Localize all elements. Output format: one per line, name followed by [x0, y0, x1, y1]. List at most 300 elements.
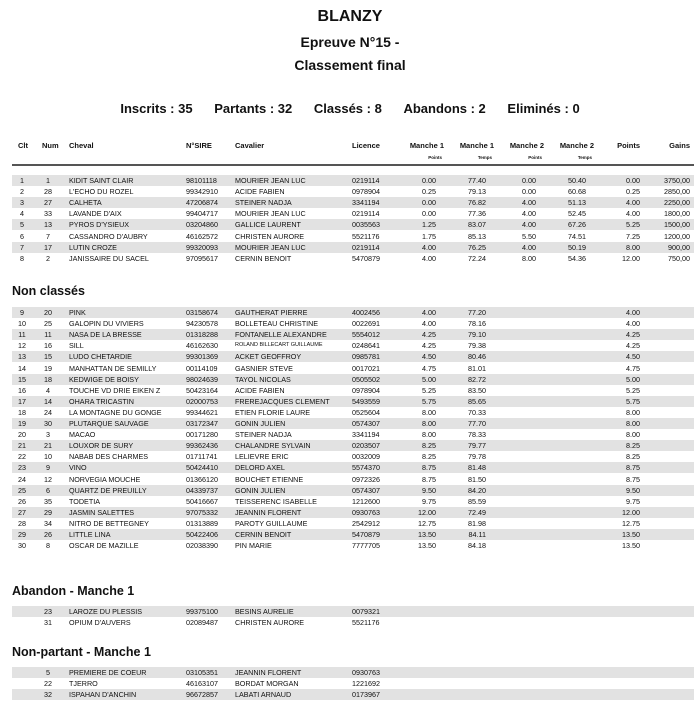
num-cell: 14: [44, 396, 52, 406]
table-row: [12, 396, 694, 407]
sire-cell: 00114109: [186, 363, 218, 373]
m2-points-cell: 0.00: [522, 187, 536, 197]
sire-cell: 46162630: [186, 341, 218, 351]
num-cell: 26: [44, 530, 52, 539]
table-row: [12, 518, 694, 529]
rank-cell: 20: [18, 430, 26, 440]
rank-cell: 12: [18, 341, 26, 351]
col-m2-temps: Manche 2: [559, 141, 594, 150]
m1-points-cell: 4.25: [422, 330, 436, 340]
m1-time-cell: 85.59: [468, 496, 486, 506]
rider-cell: PAROTY GUILLAUME: [235, 518, 308, 528]
points-cell: 13.50: [622, 530, 640, 539]
horse-cell: LA MONTAGNE DU GONGE: [69, 407, 162, 417]
points-cell: 9.75: [626, 496, 640, 506]
sire-cell: 03158674: [186, 308, 218, 317]
horse-cell: NASA DE LA BRESSE: [69, 330, 142, 340]
rank-cell: 9: [20, 308, 24, 317]
table-row: [12, 440, 694, 451]
section-non-partant: Non-partant - Manche 1: [12, 645, 151, 659]
table-row: [12, 340, 694, 351]
horse-cell: JANISSAIRE DU SACEL: [69, 253, 149, 263]
horse-cell: OPIUM D'AUVERS: [69, 618, 131, 628]
rank-cell: 26: [18, 496, 26, 506]
licence-cell: 5521176: [352, 618, 380, 628]
table-row: [12, 242, 694, 253]
licence-cell: 7777705: [352, 541, 380, 551]
rank-cell: 8: [20, 253, 24, 263]
m1-points-cell: 4.75: [422, 363, 436, 373]
points-cell: 4.00: [626, 308, 640, 317]
m2-points-cell: 4.00: [522, 242, 536, 252]
m1-points-cell: 8.00: [422, 419, 436, 428]
m1-points-cell: 4.25: [422, 341, 436, 351]
num-cell: 17: [44, 242, 52, 252]
m1-points-cell: 4.50: [422, 352, 436, 362]
num-cell: 13: [44, 220, 52, 230]
rank-cell: 6: [20, 231, 24, 241]
sire-cell: 01711741: [186, 452, 218, 462]
m1-time-cell: 76.25: [468, 242, 486, 252]
sire-cell: 50424410: [186, 463, 218, 473]
sire-cell: 99362436: [186, 441, 218, 451]
gains-cell: 1500,00: [664, 220, 690, 230]
licence-cell: 0574307: [352, 419, 380, 428]
m1-time-cell: 85.65: [468, 396, 486, 406]
m1-time-cell: 85.13: [468, 231, 486, 241]
rider-cell: BOUCHET ETIENNE: [235, 474, 304, 484]
rider-cell: CHALANDRE SYLVAIN: [235, 441, 311, 451]
sire-cell: 50416667: [186, 496, 218, 506]
licence-cell: 0930763: [352, 668, 380, 677]
m1-points-cell: 13.50: [418, 541, 436, 551]
sire-cell: 98101118: [186, 176, 217, 185]
table-row: [12, 231, 694, 242]
horse-cell: QUARTZ DE PREUILLY: [69, 485, 147, 495]
points-cell: 4.50: [626, 352, 640, 362]
num-cell: 30: [44, 419, 52, 428]
points-cell: 8.00: [626, 242, 640, 252]
sire-cell: 99404717: [186, 209, 218, 219]
rank-cell: 7: [20, 242, 24, 252]
sire-cell: 94230578: [186, 319, 218, 329]
horse-cell: CASSANDRO D'AUBRY: [69, 231, 148, 241]
licence-cell: 5521176: [352, 231, 380, 241]
table-row: [12, 429, 694, 440]
rider-cell: ACIDE FABIEN: [235, 385, 285, 395]
sire-cell: 50423164: [186, 385, 218, 395]
m1-time-cell: 77.20: [468, 308, 486, 317]
gains-cell: 750,00: [668, 253, 690, 263]
m2-points-cell: 8.00: [522, 253, 536, 263]
points-cell: 12.00: [622, 507, 640, 517]
num-cell: 34: [44, 518, 52, 528]
rank-cell: 28: [18, 518, 26, 528]
table-row: [12, 529, 694, 540]
points-cell: 4.00: [626, 209, 640, 219]
section-abandon: Abandon - Manche 1: [12, 584, 135, 598]
table-row: [12, 540, 694, 551]
horse-cell: MACAO: [69, 430, 96, 440]
m1-time-cell: 84.18: [468, 541, 486, 551]
num-cell: 10: [44, 452, 52, 462]
m2-points-cell: 4.00: [522, 220, 536, 230]
rank-cell: 21: [18, 441, 26, 451]
licence-cell: 0203507: [352, 441, 380, 451]
rider-cell: MOURIER JEAN LUC: [235, 176, 306, 185]
points-cell: 4.00: [626, 319, 640, 329]
table-row: [12, 606, 694, 617]
gains-cell: 900,00: [668, 242, 690, 252]
table-row: [12, 374, 694, 385]
table-row: [12, 175, 694, 186]
licence-cell: 0985781: [352, 352, 380, 362]
m1-time-cell: 79.10: [468, 330, 486, 340]
rider-cell: LELIEVRE ERIC: [235, 452, 289, 462]
sire-cell: 96672857: [186, 690, 218, 700]
horse-cell: KIDIT SAINT CLAIR: [69, 176, 134, 185]
licence-cell: 4002456: [352, 308, 380, 317]
num-cell: 12: [44, 474, 52, 484]
col-m1-temps-sub: Temps: [477, 155, 492, 160]
rank-cell: 3: [20, 198, 24, 208]
col-sire: N°SIRE: [186, 141, 212, 150]
horse-cell: CALHETA: [69, 198, 102, 208]
rider-cell: CHRISTEN AURORE: [235, 231, 305, 241]
rank-cell: 27: [18, 507, 26, 517]
event-title: Epreuve N°15 -: [300, 34, 400, 50]
horse-cell: LAVANDE D'AIX: [69, 209, 122, 219]
rank-cell: 24: [18, 474, 26, 484]
sire-cell: 02038390: [186, 541, 218, 551]
horse-cell: PYROS D'YSIEUX: [69, 220, 130, 230]
num-cell: 31: [44, 618, 52, 628]
rider-cell: STEINER NADJA: [235, 430, 292, 440]
m1-time-cell: 81.50: [468, 474, 486, 484]
num-cell: 9: [46, 463, 50, 473]
licence-cell: 0173967: [352, 690, 380, 700]
sire-cell: 03172347: [186, 419, 218, 428]
rank-cell: 5: [20, 220, 24, 230]
rank-cell: 25: [18, 485, 26, 495]
horse-cell: TODETIA: [69, 496, 101, 506]
rider-cell: LABATI ARNAUD: [235, 690, 292, 700]
licence-cell: 0219114: [352, 209, 380, 219]
num-cell: 23: [44, 607, 52, 616]
num-cell: 19: [44, 363, 52, 373]
points-cell: 8.00: [626, 407, 640, 417]
horse-cell: LOUXOR DE SURY: [69, 441, 134, 451]
num-cell: 32: [44, 690, 52, 700]
rider-cell: JEANNIN FLORENT: [235, 507, 302, 517]
rider-cell: ROLAND BILLECART GUILLAUME: [235, 342, 323, 349]
horse-cell: LUTIN CROZE: [69, 242, 117, 252]
stat-inscrits: Inscrits : 35: [120, 101, 193, 116]
horse-cell: JASMIN SALETTES: [69, 507, 135, 517]
rider-cell: ETIEN FLORIE LAURE: [235, 407, 311, 417]
table-row: [12, 485, 694, 496]
sire-cell: 99344621: [186, 407, 218, 417]
rider-cell: STEINER NADJA: [235, 198, 292, 208]
col-m1-temps: Manche 1: [459, 141, 494, 150]
m1-time-cell: 79.77: [468, 441, 486, 451]
m1-points-cell: 8.00: [422, 407, 436, 417]
sire-cell: 01313889: [186, 518, 218, 528]
num-cell: 15: [44, 352, 52, 362]
sire-cell: 02089487: [186, 618, 218, 628]
stat-partants: Partants : 32: [214, 101, 293, 116]
table-row: [12, 208, 694, 219]
m1-time-cell: 81.48: [468, 463, 486, 473]
table-row: [12, 678, 694, 689]
horse-cell: LITTLE LINA: [69, 530, 111, 539]
licence-cell: 1221692: [352, 679, 380, 689]
m1-time-cell: 79.13: [468, 187, 486, 197]
licence-cell: 0035563: [352, 220, 380, 230]
horse-cell: LUDO CHETARDIE: [69, 352, 132, 362]
num-cell: 3: [46, 430, 50, 440]
points-cell: 0.00: [626, 176, 640, 185]
rank-cell: 22: [18, 452, 26, 462]
licence-cell: 3341194: [352, 430, 380, 440]
horse-cell: TJERRO: [69, 679, 98, 689]
num-cell: 27: [44, 198, 52, 208]
points-cell: 5.25: [626, 385, 640, 395]
points-cell: 8.00: [626, 419, 640, 428]
horse-cell: SILL: [69, 341, 84, 351]
col-cavalier: Cavalier: [235, 141, 265, 150]
m1-time-cell: 81.98: [468, 518, 486, 528]
table-row: [12, 667, 694, 678]
horse-cell: MANHATTAN DE SEMILLY: [69, 363, 157, 373]
licence-cell: 5493559: [352, 396, 380, 406]
sire-cell: 47206874: [186, 198, 218, 208]
gains-cell: 1800,00: [664, 209, 690, 219]
sire-cell: 00171280: [186, 430, 218, 440]
m1-points-cell: 12.75: [418, 518, 436, 528]
licence-cell: 0022691: [352, 319, 380, 329]
m1-points-cell: 12.00: [418, 507, 436, 517]
gains-cell: 2250,00: [664, 198, 690, 208]
venue-title: BLANZY: [317, 8, 383, 25]
horse-cell: PINK: [69, 308, 86, 317]
num-cell: 22: [44, 679, 52, 689]
table-row: [12, 318, 694, 329]
section-non-classes: Non classés: [12, 284, 85, 298]
table-row: [12, 418, 694, 429]
m1-points-cell: 5.00: [422, 374, 436, 384]
num-cell: 8: [46, 541, 50, 551]
m1-points-cell: 1.25: [422, 220, 436, 230]
m1-time-cell: 78.16: [468, 319, 486, 329]
rider-cell: CERNIN BENOIT: [235, 253, 292, 263]
rank-cell: 13: [18, 352, 26, 362]
rider-cell: CERNIN BENOIT: [235, 530, 292, 539]
stat-classes: Classés : 8: [313, 101, 382, 116]
horse-cell: NORVEGIA MOUCHE: [69, 474, 141, 484]
table-row: [12, 407, 694, 418]
table-row: [12, 329, 694, 340]
m2-time-cell: 74.51: [568, 231, 586, 241]
horse-cell: TOUCHE VD DRIE EIKEN Z: [69, 385, 161, 395]
num-cell: 24: [44, 407, 52, 417]
rider-cell: CHRISTEN AURORE: [235, 618, 305, 628]
sire-cell: 97075332: [186, 507, 218, 517]
rank-cell: 18: [18, 407, 26, 417]
points-cell: 8.75: [626, 474, 640, 484]
m1-points-cell: 4.00: [422, 308, 436, 317]
rank-cell: 19: [18, 419, 26, 428]
rider-cell: BOLLETEAU CHRISTINE: [235, 319, 319, 329]
licence-cell: 0930763: [352, 507, 380, 517]
points-cell: 8.25: [626, 441, 640, 451]
horse-cell: ISPAHAN D'ANCHIN: [69, 690, 137, 700]
m1-time-cell: 84.20: [468, 485, 486, 495]
num-cell: 25: [44, 319, 52, 329]
num-cell: 21: [44, 441, 52, 451]
m1-time-cell: 72.49: [468, 507, 486, 517]
m2-points-cell: 0.00: [522, 176, 536, 185]
m1-points-cell: 9.75: [422, 496, 436, 506]
licence-cell: 0248641: [352, 341, 380, 351]
num-cell: 29: [44, 507, 52, 517]
licence-cell: 1212600: [352, 496, 380, 506]
m1-time-cell: 81.01: [468, 363, 486, 373]
sire-cell: 03204860: [186, 220, 218, 230]
m2-points-cell: 5.50: [522, 231, 536, 241]
table-row: [12, 351, 694, 362]
sire-cell: 46162572: [186, 231, 218, 241]
m1-time-cell: 77.40: [468, 176, 486, 185]
rank-cell: 16: [18, 385, 26, 395]
sire-cell: 04339737: [186, 485, 218, 495]
sire-cell: 01366120: [186, 474, 218, 484]
licence-cell: 3341194: [352, 198, 380, 208]
horse-cell: PLUTARQUE SAUVAGE: [69, 419, 149, 428]
rider-cell: TAYOL NICOLAS: [235, 374, 291, 384]
m2-time-cell: 50.19: [568, 242, 586, 252]
rank-cell: 14: [18, 363, 26, 373]
rider-cell: TEISSERENC ISABELLE: [235, 496, 317, 506]
points-cell: 7.25: [626, 231, 640, 241]
rider-cell: FONTANELLE ALEXANDRE: [235, 330, 327, 340]
rank-cell: 1: [20, 176, 24, 185]
horse-cell: LAROZE DU PLESSIS: [69, 607, 143, 616]
rank-cell: 11: [18, 330, 26, 340]
horse-cell: L'ECHO DU ROZEL: [69, 187, 134, 197]
m1-time-cell: 78.33: [468, 430, 486, 440]
m1-points-cell: 5.25: [422, 385, 436, 395]
licence-cell: 0079321: [352, 607, 380, 616]
m2-points-cell: 4.00: [522, 209, 536, 219]
rank-cell: 10: [18, 319, 26, 329]
rider-cell: MOURIER JEAN LUC: [235, 209, 306, 219]
col-licence: Licence: [352, 141, 380, 150]
sire-cell: 03105351: [186, 668, 218, 677]
points-cell: 0.25: [626, 187, 640, 197]
sire-cell: 99320093: [186, 242, 218, 252]
m1-points-cell: 0.00: [422, 209, 436, 219]
rank-cell: 17: [18, 396, 26, 406]
horse-cell: KEDWIGE DE BOISY: [69, 374, 139, 384]
m1-points-cell: 9.50: [422, 485, 436, 495]
horse-cell: OSCAR DE MAZILLE: [69, 541, 139, 551]
rider-cell: PIN MARIE: [235, 541, 272, 551]
m1-points-cell: 8.25: [422, 452, 436, 462]
rider-cell: MOURIER JEAN LUC: [235, 242, 306, 252]
licence-cell: 0219114: [352, 242, 380, 252]
points-cell: 8.75: [626, 463, 640, 473]
m1-time-cell: 83.50: [468, 385, 486, 395]
points-cell: 5.25: [626, 220, 640, 230]
m1-points-cell: 13.50: [418, 530, 436, 539]
table-row: [12, 197, 694, 208]
m1-points-cell: 8.75: [422, 463, 436, 473]
licence-cell: 0978904: [352, 385, 380, 395]
m2-time-cell: 50.40: [568, 176, 586, 185]
gains-cell: 1200,00: [664, 231, 690, 241]
num-cell: 35: [44, 496, 52, 506]
rank-cell: 4: [20, 209, 24, 219]
num-cell: 4: [46, 385, 50, 395]
horse-cell: GALOPIN DU VIVIERS: [69, 319, 144, 329]
rider-cell: BESINS AURELIE: [235, 607, 294, 616]
m1-points-cell: 0.00: [422, 198, 436, 208]
rider-cell: DELORD AXEL: [235, 463, 285, 473]
ranking-subtitle: Classement final: [294, 57, 406, 73]
table-row: [12, 462, 694, 473]
licence-cell: 0017021: [352, 363, 380, 373]
num-cell: 6: [46, 485, 50, 495]
table-row: [12, 474, 694, 485]
sire-cell: 98024639: [186, 374, 218, 384]
rank-cell: 29: [18, 530, 26, 539]
licence-cell: 5574370: [352, 463, 380, 473]
m1-time-cell: 70.33: [468, 407, 486, 417]
points-cell: 9.50: [626, 485, 640, 495]
horse-cell: VINO: [69, 463, 87, 473]
num-cell: 18: [44, 374, 52, 384]
licence-cell: 5554012: [352, 330, 380, 340]
points-cell: 4.25: [626, 341, 640, 351]
num-cell: 11: [44, 330, 52, 340]
sire-cell: 02000753: [186, 396, 218, 406]
table-row: [12, 689, 694, 700]
table-row: [12, 451, 694, 462]
points-cell: 4.75: [626, 363, 640, 373]
rider-cell: GONIN JULIEN: [235, 419, 286, 428]
rider-cell: BORDAT MORGAN: [235, 679, 299, 689]
col-clt: Clt: [18, 141, 28, 150]
m1-time-cell: 82.72: [468, 374, 486, 384]
table-row: [12, 363, 694, 374]
m2-points-cell: 4.00: [522, 198, 536, 208]
rank-cell: 23: [18, 463, 26, 473]
licence-cell: 5470879: [352, 530, 380, 539]
table-row: [12, 385, 694, 396]
col-m1-points: Manche 1: [409, 141, 444, 150]
m2-time-cell: 67.26: [568, 220, 586, 230]
table-row: [12, 186, 694, 197]
points-cell: 12.00: [622, 253, 640, 263]
num-cell: 20: [44, 308, 52, 317]
m1-points-cell: 0.25: [422, 187, 436, 197]
table-row: [12, 496, 694, 507]
num-cell: 16: [44, 341, 52, 351]
col-gains: Gains: [669, 141, 690, 150]
licence-cell: 2542912: [352, 518, 380, 528]
stat-elimines: Eliminés : 0: [507, 101, 580, 116]
